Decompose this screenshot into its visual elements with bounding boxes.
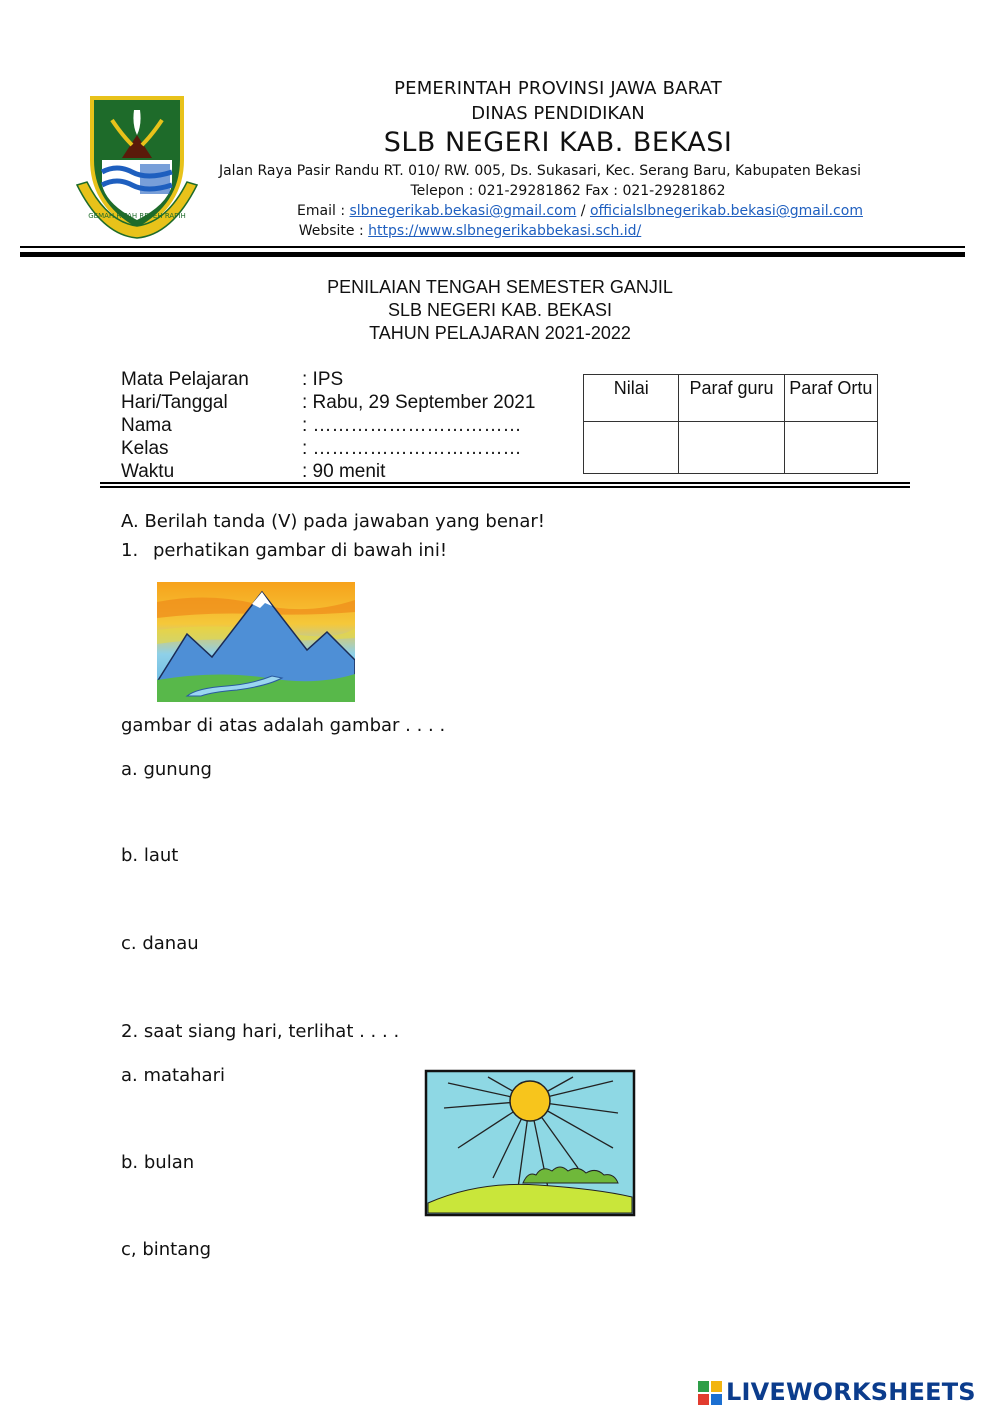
exam-school: SLB NEGERI KAB. BEKASI — [387, 300, 613, 320]
email-link-1[interactable]: slbnegerikab.bekasi@gmail.com — [349, 203, 577, 219]
liveworksheets-brand[interactable] — [698, 1378, 993, 1408]
letterhead-divider-thick — [20, 252, 965, 257]
info-value-time: : 90 menit — [302, 461, 386, 482]
logo-motto: GEMAH RIPAH REPEH RAPIH — [88, 212, 186, 220]
info-label-name: Nama — [121, 415, 172, 436]
question-1-option-c[interactable]: c. danau — [121, 933, 199, 954]
letterhead-address: Jalan Raya Pasir Randu RT. 010/ RW. 005, Ds. Sukasari, Kec. Serang Baru, Kabupaten Bekasi — [218, 163, 862, 179]
letterhead-department: DINAS PENDIDIKAN — [471, 103, 645, 124]
info-label-time: Waktu — [121, 461, 175, 482]
letterhead-website-line — [110, 223, 830, 239]
exam-title: PENILAIAN TENGAH SEMESTER GANJIL — [327, 277, 673, 297]
email-link-2[interactable]: officialslbnegerikab.bekasi@gmail.com — [589, 203, 863, 219]
liveworksheets-logo-icon — [698, 1381, 722, 1405]
question-2-option-b[interactable]: b. bulan — [121, 1152, 195, 1173]
exam-year: TAHUN PELAJARAN 2021-2022 — [369, 323, 631, 343]
letterhead-phone: Telepon : 021-29281862 Fax : 021-29281862 — [410, 183, 726, 199]
score-cell-nilai[interactable] — [584, 422, 679, 474]
score-header-paraf-guru: Paraf guru — [679, 375, 784, 422]
info-value-class[interactable]: : …………………………… — [302, 438, 522, 459]
info-value-date: : Rabu, 29 September 2021 — [302, 392, 536, 413]
question-2-text: 2. saat siang hari, terlihat . . . . — [121, 1021, 400, 1042]
score-header-nilai: Nilai — [584, 375, 679, 422]
info-divider-top — [100, 482, 910, 484]
website-label: Website : — [298, 223, 364, 239]
info-label-class: Kelas — [121, 438, 169, 459]
section-a-instruction: A. Berilah tanda (V) pada jawaban yang benar! — [121, 511, 545, 532]
question-2-option-a[interactable]: a. matahari — [121, 1065, 225, 1086]
website-link[interactable]: https://www.slbnegerikabbekasi.sch.id/ — [368, 223, 642, 239]
question-1-prompt: gambar di atas adalah gambar . . . . — [121, 715, 446, 736]
email-label: Email : — [297, 203, 346, 219]
info-value-subject: : IPS — [302, 369, 344, 390]
question-1-option-b[interactable]: b. laut — [121, 845, 179, 866]
score-header-paraf-ortu: Paraf Ortu — [784, 375, 877, 422]
sun-landscape-image — [418, 1063, 642, 1223]
info-label-subject: Mata Pelajaran — [121, 369, 249, 390]
letterhead-divider-thin — [20, 246, 965, 248]
letterhead-province: PEMERINTAH PROVINSI JAWA BARAT — [394, 78, 722, 99]
score-table — [583, 374, 878, 474]
letterhead-email-line — [110, 203, 1000, 219]
letterhead-school-name: SLB NEGERI KAB. BEKASI — [383, 127, 733, 158]
info-divider-bottom — [100, 486, 910, 488]
score-cell-paraf-guru[interactable] — [679, 422, 784, 474]
mountain-landscape-image — [157, 582, 355, 702]
question-1-number: 1. — [121, 540, 139, 561]
liveworksheets-wordmark: LIVEWORKSHEETS — [726, 1378, 976, 1406]
info-value-name[interactable]: : …………………………… — [302, 415, 522, 436]
question-2-option-c[interactable]: c, bintang — [121, 1239, 212, 1260]
question-1-text: perhatikan gambar di bawah ini! — [153, 540, 448, 561]
info-label-date: Hari/Tanggal — [121, 392, 228, 413]
question-1-option-a[interactable]: a. gunung — [121, 759, 212, 780]
email-separator: / — [580, 203, 586, 219]
score-cell-paraf-ortu[interactable] — [784, 422, 877, 474]
